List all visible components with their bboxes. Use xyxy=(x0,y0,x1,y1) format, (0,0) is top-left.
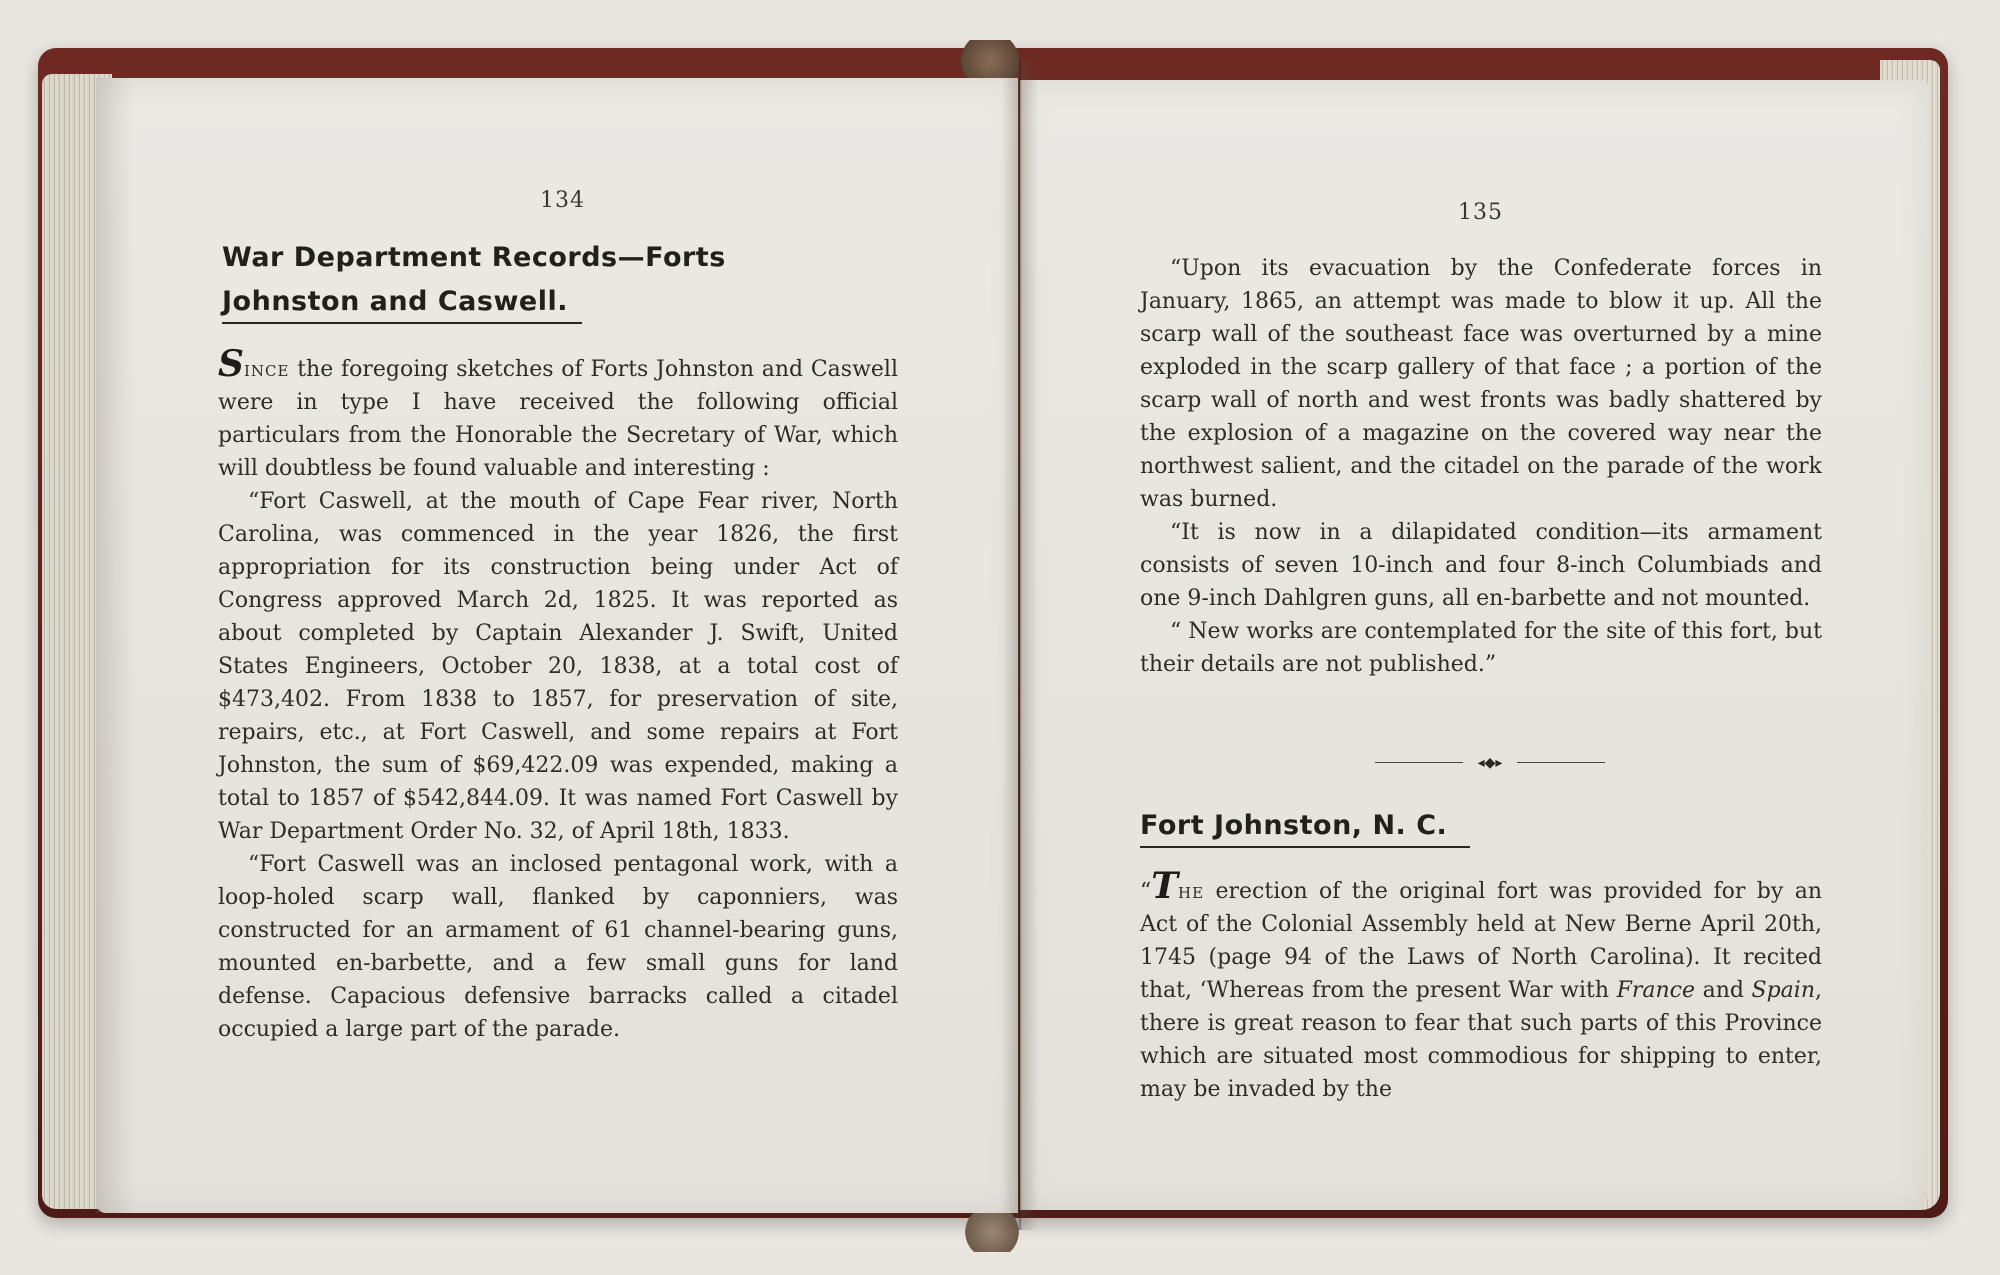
right-body-top xyxy=(1140,252,1822,681)
right-paragraph-4-part-b: , there is great reason to fear that such parts of this Province which are situated most commodious for shipping to enter, may be invaded by the xyxy=(1140,978,1822,1102)
left-body xyxy=(218,343,898,1046)
drop-cap-t: T xyxy=(1151,865,1179,907)
italic-france: France xyxy=(1616,978,1696,1003)
right-paragraph-4-part-a: erection of the original fort was provided for by an Act of the Colonial Assembly held at New Berne April 20th, 1745 (page 94 of the Laws of North Carolina). It recited that, ‘Whereas from the present War with xyxy=(1140,879,1822,1003)
left-paragraph-1-text: the foregoing sketches of Forts Johnston and Caswell were in type I have received the following official particulars from the Honorable the Secretary of War, which will doubtless be found valuable and interesting : xyxy=(218,357,898,481)
section-ornament xyxy=(1375,755,1605,771)
opening-quote: “ xyxy=(1140,879,1152,904)
left-paragraph-2: “Fort Caswell, at the mouth of Cape Fear river, North Carolina, was commenced in the year 1826, the first appropriation for its construction being under Act of Congress approved March 2d, 1825. It was reported as about completed by Captain Alexander J. Swift, United States Engineers, October 20, 1838, at a total cost of $473,402. From 1838 to 1857, for preservation of site, repairs, etc., at Fort Caswell, and some repairs at Fort Johnston, the sum of $69,422.09 was expended, making a total to 1857 of $542,844.09. It was named Fort Caswell by War Department Order No. 32, of April 18th, 1833. xyxy=(218,489,898,844)
drop-cap: S xyxy=(218,343,244,385)
right-paragraph-4 xyxy=(1140,865,1822,1106)
left-page-number: 134 xyxy=(540,188,585,213)
left-page-shadow xyxy=(96,78,136,1213)
ornament-line-left xyxy=(1375,762,1463,763)
ornament-mark: ◂◆▸ xyxy=(1477,755,1503,771)
right-paragraph-2: “It is now in a dilapidated condition—its armament consists of seven 10-inch and four 8-inch Columbiads and one 9-inch Dahlgren guns, all en-barbette and not mounted. xyxy=(1140,520,1822,611)
right-paragraph-3: “ New works are contemplated for the site of this fort, but their details are not published.” xyxy=(1140,619,1822,677)
gutter xyxy=(1002,60,1038,1230)
left-paragraph-3: “Fort Caswell was an inclosed pentagonal work, with a loop-holed scarp wall, flanked by caponniers, was constructed for an armament of 61 channel-bearing guns, mounted en-barbette, and a few small guns for land defense. Capacious defensive barracks called a citadel occupied a large part of the parade. xyxy=(218,852,898,1042)
right-heading xyxy=(1140,804,1470,848)
right-page-number: 135 xyxy=(1458,200,1503,225)
right-paragraph-1: “Upon its evacuation by the Confederate forces in January, 1865, an attempt was made to blow it up. All the scarp wall of the southeast face was overturned by a mine exploded in the scarp gallery of that face ; a portion of the scarp wall of north and west fronts was badly shattered by the explosion of a magazine on the covered way near the northwest salient, and the citadel on the parade of the work was burned. xyxy=(1140,256,1822,512)
left-heading-line2: Johnston and Caswell. xyxy=(222,286,568,317)
left-paragraph-1 xyxy=(218,343,898,485)
small-caps-lead: ince xyxy=(244,357,290,382)
right-body-bottom xyxy=(1140,865,1822,1106)
italic-spain: Spain xyxy=(1751,978,1815,1003)
left-heading xyxy=(222,236,742,324)
left-heading-line1: War Department Records—Forts xyxy=(222,242,726,273)
ornament-line-right xyxy=(1517,762,1605,763)
right-heading-text: Fort Johnston, N. C. xyxy=(1140,810,1448,841)
right-paragraph-4-and: and xyxy=(1695,978,1752,1003)
small-caps-lead-2: he xyxy=(1178,879,1205,904)
